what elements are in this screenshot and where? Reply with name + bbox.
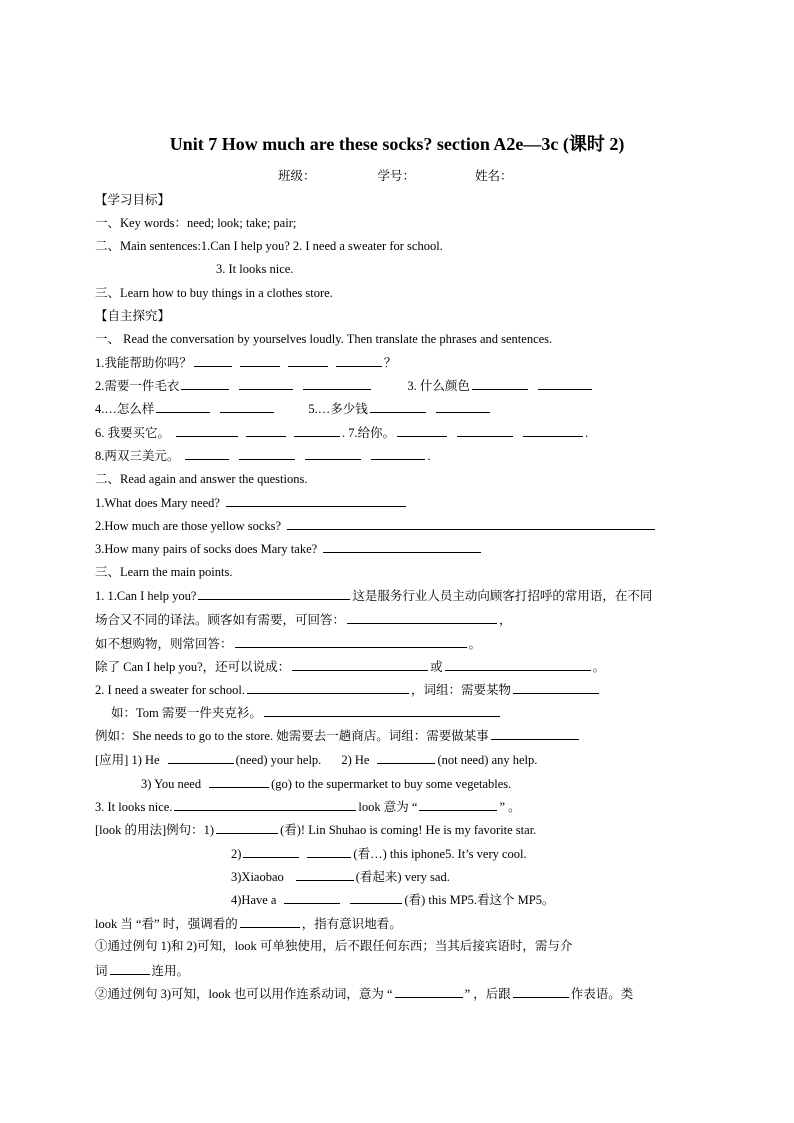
answer-blank[interactable] xyxy=(457,424,513,437)
answer-blank[interactable] xyxy=(156,400,210,413)
answer-blank[interactable] xyxy=(174,798,356,811)
name-label: 姓名： xyxy=(475,169,513,183)
answer-blank[interactable] xyxy=(513,985,569,998)
question-1: 1.What does Mary need? xyxy=(95,494,408,511)
answer-blank[interactable] xyxy=(240,354,280,367)
answer-blank[interactable] xyxy=(220,400,274,413)
class-label: 班级： xyxy=(278,169,316,183)
answer-blank[interactable] xyxy=(226,494,406,507)
answer-blank[interactable] xyxy=(350,891,402,904)
goals-line-4: 三、Learn how to buy things in a clothes store. xyxy=(95,286,333,300)
answer-blank[interactable] xyxy=(247,681,409,694)
point-3-line-5: 4)Have a (看) this MP5.看这个 MP5。 xyxy=(231,893,555,907)
answer-blank[interactable] xyxy=(284,891,340,904)
answer-blank[interactable] xyxy=(513,681,599,694)
answer-blank[interactable] xyxy=(307,845,351,858)
answer-blank[interactable] xyxy=(239,447,295,460)
phrase-8: 8.两双三美元。 . xyxy=(95,449,431,463)
answer-blank[interactable] xyxy=(176,424,238,437)
phrase-4-5: 4.…怎么样 5.…多少钱 xyxy=(95,400,492,417)
answer-blank[interactable] xyxy=(377,751,435,764)
answer-blank[interactable] xyxy=(239,377,293,390)
question-2: 2.How much are those yellow socks? xyxy=(95,517,657,534)
answer-blank[interactable] xyxy=(445,658,591,671)
answer-blank[interactable] xyxy=(288,354,328,367)
point-3-line-3: 2) (看…) this iphone5. It’s very cool. xyxy=(231,847,527,861)
answer-blank[interactable] xyxy=(185,447,229,460)
answer-blank[interactable] xyxy=(347,611,497,624)
student-info-row xyxy=(278,168,513,184)
point-3-line-6: look 当 “看” 时，强调看的 ，指有意识地看。 xyxy=(95,917,402,931)
answer-blank[interactable] xyxy=(336,354,382,367)
answer-blank[interactable] xyxy=(110,962,150,975)
answer-blank[interactable] xyxy=(240,915,300,928)
point-3-line-2: [look 的用法]例句：1) (看)! Lin Shuhao is coming! He is my favorite star. xyxy=(95,823,537,837)
answer-blank[interactable] xyxy=(216,821,278,834)
section-1-heading: 一、 Read the conversation by yourselves loudly. Then translate the phrases and sentences. xyxy=(95,332,553,346)
answer-blank[interactable] xyxy=(243,845,299,858)
section-3-heading: 三、Learn the main points. xyxy=(95,565,233,579)
answer-blank[interactable] xyxy=(397,424,447,437)
point-2-apply-1: [应用] 1) He (need) your help. 2) He (not need) any help. xyxy=(95,753,538,767)
answer-blank[interactable] xyxy=(235,635,467,648)
point-2-line-2: 如：Tom 需要一件夹克衫。 xyxy=(111,704,502,721)
point-1-line-1: 1. 1.Can I help you? 这是服务行业人员主动向顾客打招呼的常用语，在不同 xyxy=(95,589,653,603)
goals-heading: 【学习目标】 xyxy=(95,193,171,207)
goals-line-2: 二、Main sentences:1.Can I help you? 2. I need a sweater for school. xyxy=(95,239,443,253)
page-title: Unit 7 How much are these socks? section A2e—3c (课时 2) xyxy=(169,134,625,154)
answer-blank[interactable] xyxy=(305,447,361,460)
answer-blank[interactable] xyxy=(292,658,428,671)
point-2-line-3: 例如：She needs to go to the store. 她需要去一趟商店。词组：需要做某事 xyxy=(95,727,581,744)
answer-blank[interactable] xyxy=(181,377,229,390)
answer-blank[interactable] xyxy=(168,751,234,764)
point-1-line-4: 除了 Can I help you?，还可以说成： 或 。 xyxy=(95,660,606,674)
section-2-heading: 二、Read again and answer the questions. xyxy=(95,472,308,486)
point-3-line-7: ①通过例句 1)和 2)可知，look 可单独使用，后不跟任何东西；当其后接宾语时，需与介 xyxy=(95,939,573,953)
answer-blank[interactable] xyxy=(198,587,350,600)
answer-blank[interactable] xyxy=(294,424,340,437)
answer-blank[interactable] xyxy=(395,985,463,998)
point-3-line-9: ②通过例句 3)可知，look 也可以用作连系动词，意为 “ ” ，后跟 作表语。类 xyxy=(95,987,634,1001)
answer-blank[interactable] xyxy=(472,377,528,390)
answer-blank[interactable] xyxy=(370,400,426,413)
phrase-6-7: 6. 我要买它。 . 7.给你。 . xyxy=(95,426,589,440)
goals-line-3: 3. It looks nice. xyxy=(216,262,294,276)
answer-blank[interactable] xyxy=(264,704,500,717)
point-3-line-8: 词 连用。 xyxy=(95,964,190,978)
answer-blank[interactable] xyxy=(491,727,579,740)
answer-blank[interactable] xyxy=(287,517,655,530)
answer-blank[interactable] xyxy=(436,400,490,413)
point-1-line-3: 如不想购物，则常回答： 。 xyxy=(95,637,482,651)
answer-blank[interactable] xyxy=(246,424,286,437)
phrase-1: 1.我能帮助你吗？ ？ xyxy=(95,356,397,370)
answer-blank[interactable] xyxy=(371,447,425,460)
answer-blank[interactable] xyxy=(538,377,592,390)
answer-blank[interactable] xyxy=(523,424,583,437)
point-3-line-1: 3. It looks nice. look 意为 “ ” 。 xyxy=(95,800,521,814)
point-2-apply-2: 3) You need (go) to the supermarket to buy some vegetables. xyxy=(141,777,512,791)
phrase-2-3: 2.需要一件毛衣 3. 什么颜色 xyxy=(95,377,594,394)
answer-blank[interactable] xyxy=(419,798,497,811)
point-1-line-2: 场合又不同的译法。顾客如有需要，可回答： ， xyxy=(95,613,512,627)
answer-blank[interactable] xyxy=(209,775,269,788)
explore-heading: 【自主探究】 xyxy=(95,309,171,323)
answer-blank[interactable] xyxy=(303,377,371,390)
point-3-line-4: 3)Xiaobao (看起来) very sad. xyxy=(231,870,450,884)
point-2-line-1: 2. I need a sweater for school. ，词组：需要某物 xyxy=(95,681,601,698)
number-label: 学号： xyxy=(377,169,416,183)
question-3: 3.How many pairs of socks does Mary take? xyxy=(95,540,483,557)
answer-blank[interactable] xyxy=(194,354,232,367)
answer-blank[interactable] xyxy=(296,868,354,881)
goals-line-1: 一、Key words：need; look; take; pair; xyxy=(95,216,297,230)
answer-blank[interactable] xyxy=(323,540,481,553)
